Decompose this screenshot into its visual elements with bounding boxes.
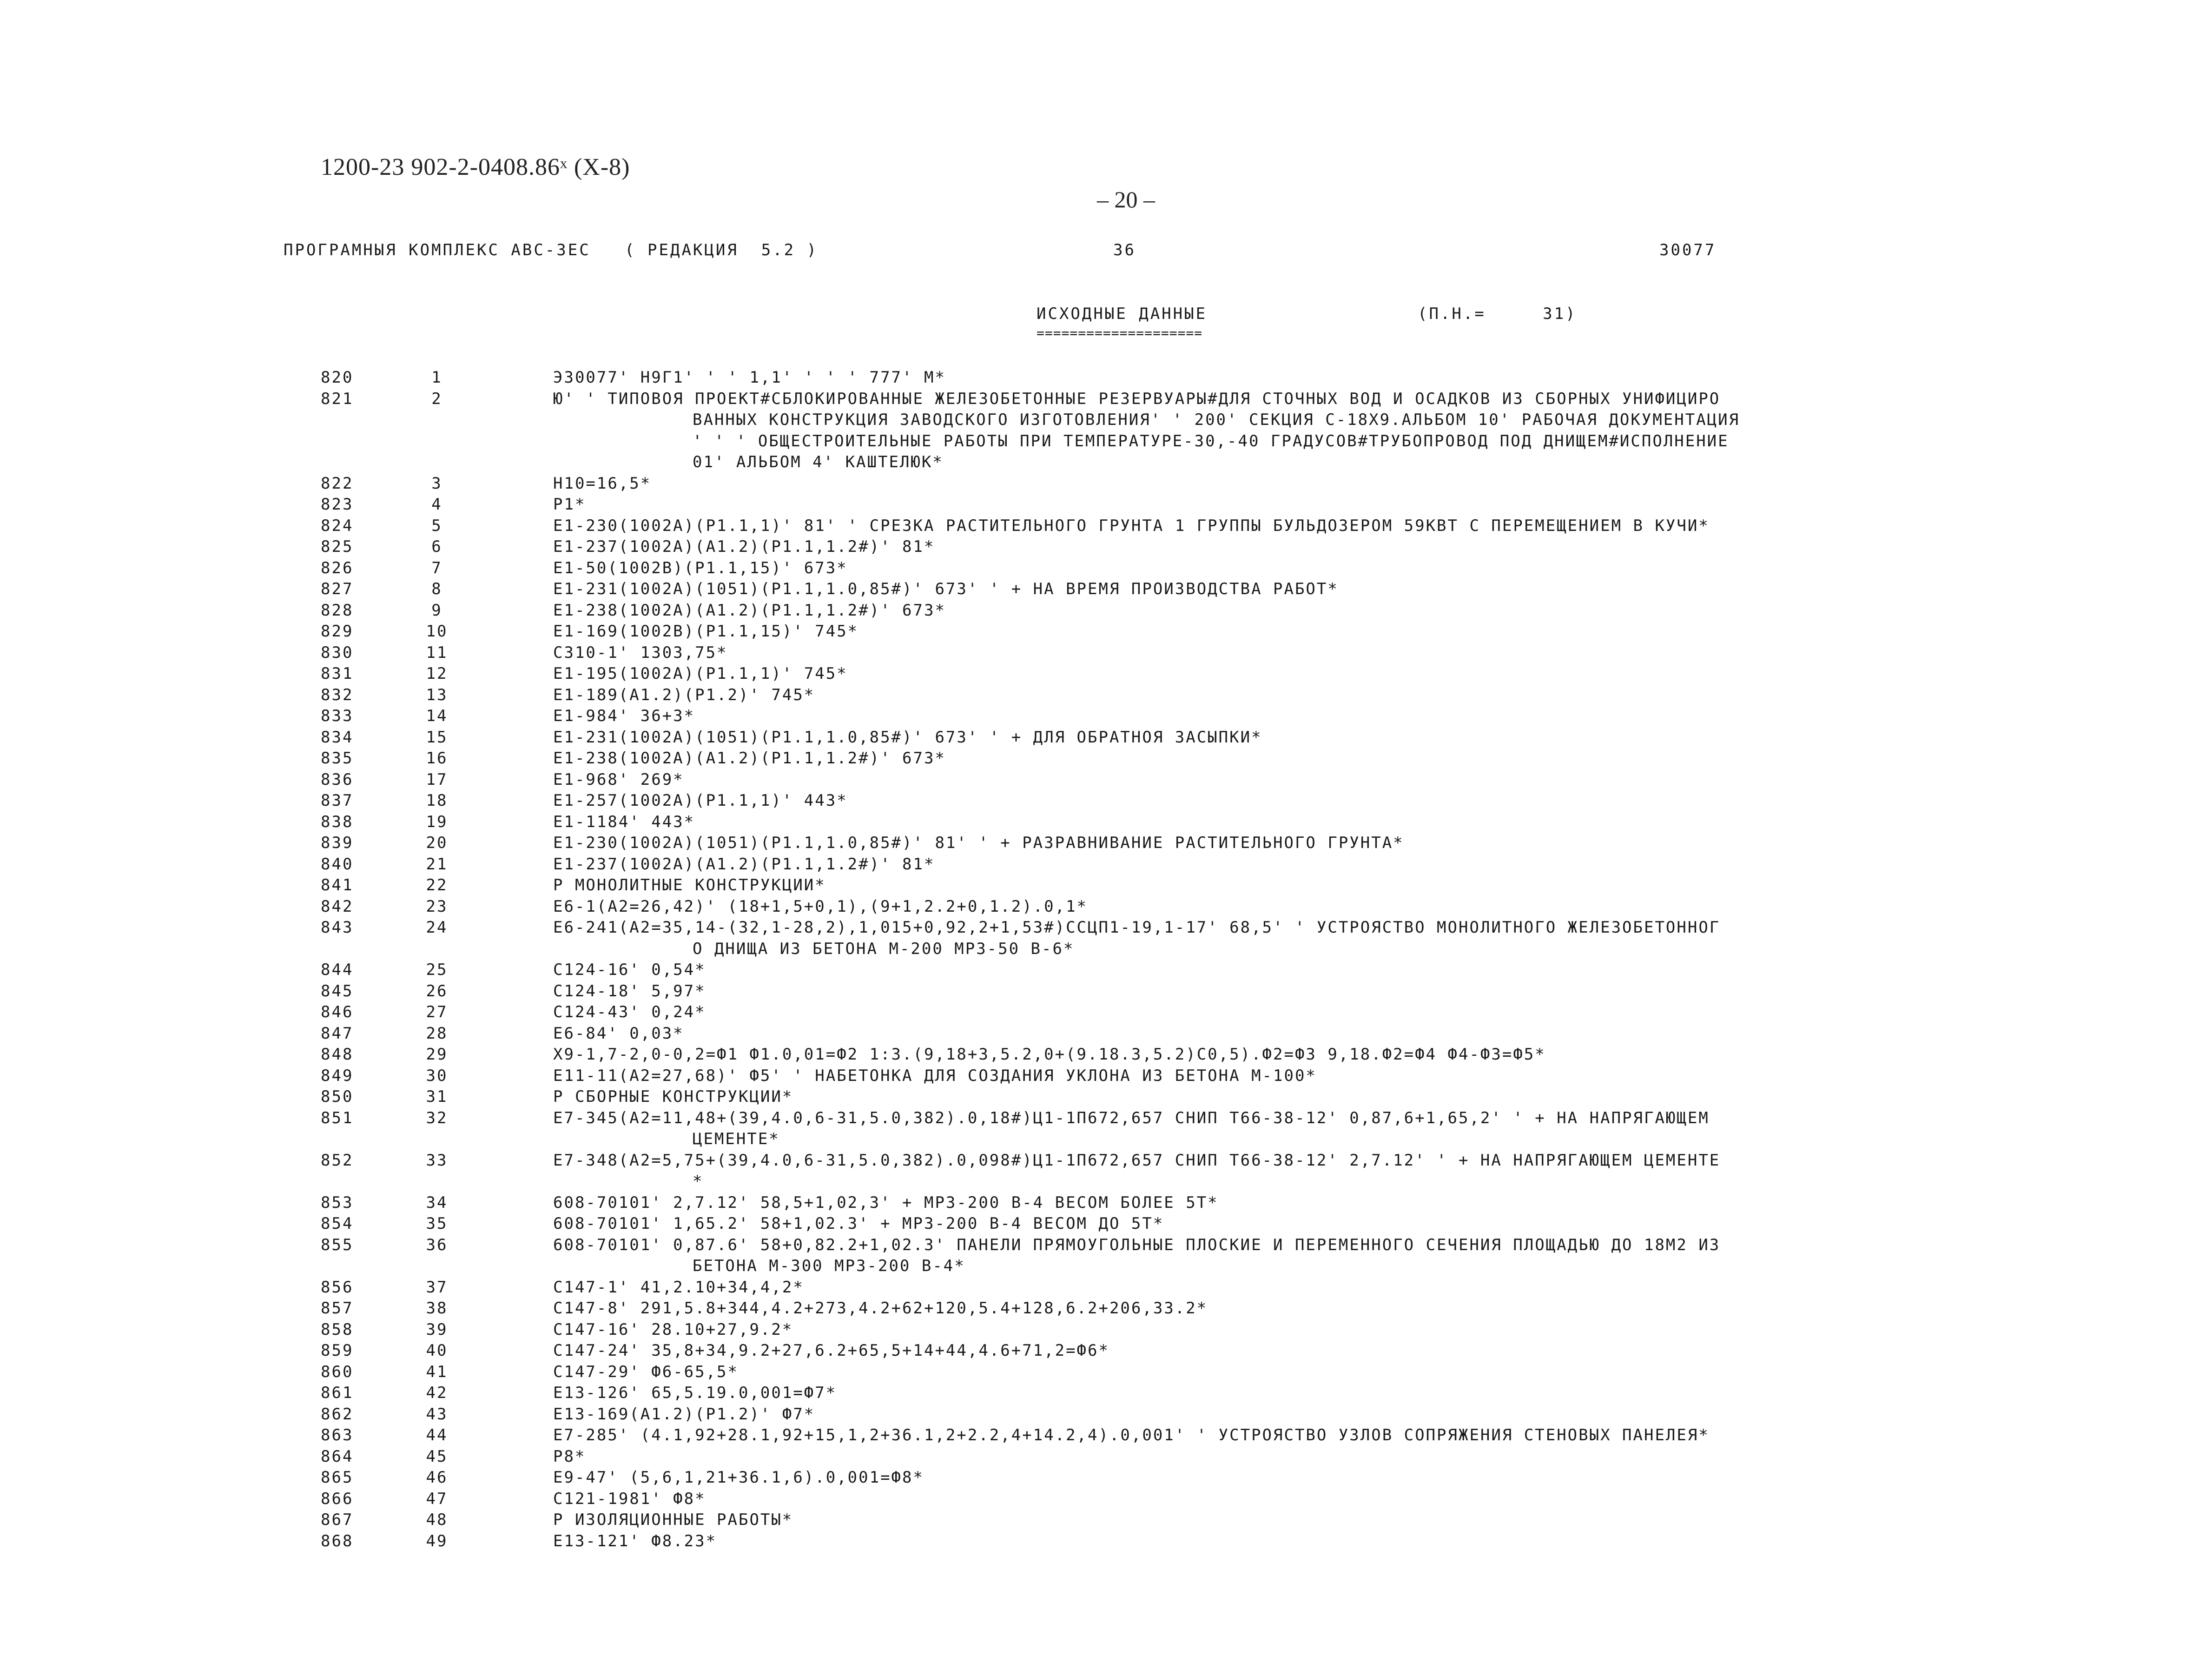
object-number: 30077 [1659, 241, 1717, 259]
line-number: 11 [426, 643, 448, 662]
line-number: 46 [426, 1468, 448, 1487]
listing-row [0, 1531, 2212, 1552]
record-number: 851 [321, 1108, 354, 1127]
record-text [553, 1108, 1924, 1150]
line-number: 32 [426, 1108, 448, 1127]
record-line: С124-18' 5,97* [553, 981, 706, 1000]
record-number: 846 [321, 1003, 354, 1021]
record-number: 845 [321, 981, 354, 1000]
record-number: 864 [321, 1447, 354, 1466]
record-line: Е1-968' 269* [553, 770, 684, 789]
listing-row [0, 1213, 2212, 1235]
record-text [553, 494, 1924, 516]
line-number: 44 [426, 1426, 448, 1444]
record-text [553, 1446, 1924, 1468]
record-line: С147-16' 28.10+27,9.2* [553, 1320, 793, 1339]
listing-row [0, 1319, 2212, 1341]
record-text [553, 516, 1924, 537]
listing-row [0, 1446, 2212, 1468]
record-text [553, 558, 1924, 579]
listing-row [0, 1023, 2212, 1045]
listing-row [0, 473, 2212, 495]
record-number: 825 [321, 537, 354, 556]
record-line: Е7-285' (4.1,92+28.1,92+15,1,2+36.1,2+2.2,4+14.2,4).0,001' ' УСТРОЯСТВО УЗЛОВ СОПРЯЖЕНИЯ СТЕНОВЫХ ПАНЕЛЕЯ* [553, 1426, 1710, 1444]
record-line: С124-16' 0,54* [553, 961, 706, 979]
record-number: 858 [321, 1320, 354, 1339]
record-text [553, 960, 1924, 981]
line-number: 31 [426, 1087, 448, 1106]
record-line: Р МОНОЛИТНЫЕ КОНСТРУКЦИИ* [553, 876, 826, 894]
data-listing [0, 367, 2212, 1552]
record-text [553, 389, 1924, 473]
record-text [553, 643, 1924, 664]
record-line: Е11-11(А2=27,68)' Ф5' ' НАБЕТОНКА ДЛЯ СОЗДАНИЯ УКЛОНА ИЗ БЕТОНА М-100* [553, 1066, 1317, 1085]
line-number: 14 [426, 707, 448, 725]
listing-row [0, 706, 2212, 727]
record-line: Е1-195(1002А)(Р1.1,1)' 745* [553, 664, 848, 683]
line-number: 5 [431, 516, 442, 535]
record-continuation-line: ВАННЫХ КОНСТРУКЦИЯ ЗАВОДСКОГО ИЗГОТОВЛЕНИЯ' ' 200' СЕКЦИЯ С-18Х9.АЛЬБОМ 10' РАБОЧАЯ ДОКУМЕНТАЦИЯ [693, 411, 1740, 429]
record-line: Е1-169(1002В)(Р1.1,15)' 745* [553, 622, 859, 641]
record-text [553, 790, 1924, 812]
listing-row [0, 1340, 2212, 1362]
record-text [553, 600, 1924, 622]
record-text [553, 1467, 1924, 1489]
record-number: 843 [321, 918, 354, 937]
record-number: 850 [321, 1087, 354, 1106]
listing-row [0, 981, 2212, 1002]
record-number: 842 [321, 897, 354, 916]
record-text [553, 875, 1924, 896]
record-number: 830 [321, 643, 354, 662]
record-line: Е1-50(1002В)(Р1.1,15)' 673* [553, 558, 848, 577]
record-text [553, 579, 1924, 600]
record-number: 822 [321, 474, 354, 493]
listing-row [0, 1086, 2212, 1108]
record-number: 831 [321, 664, 354, 683]
record-number: 865 [321, 1468, 354, 1487]
listing-row [0, 896, 2212, 918]
listing-row [0, 537, 2212, 558]
line-number: 36 [426, 1235, 448, 1254]
line-number: 22 [426, 876, 448, 894]
record-number: 836 [321, 770, 354, 789]
record-continuation-line: ' ' ' ОБЩЕСТРОИТЕЛЬНЫЕ РАБОТЫ ПРИ ТЕМПЕРАТУРЕ-30,-40 ГРАДУСОВ#ТРУБОПРОВОД ПОД ДНИЩЕМ#ИСПОЛНЕНИЕ [693, 431, 1729, 450]
record-text [553, 1086, 1924, 1108]
line-number: 42 [426, 1384, 448, 1402]
listing-row [0, 917, 2212, 960]
record-text [553, 917, 1924, 960]
record-line: Р СБОРНЫЕ КОНСТРУКЦИИ* [553, 1087, 793, 1106]
record-number: 820 [321, 368, 354, 387]
record-text [553, 896, 1924, 918]
record-text [553, 748, 1924, 769]
record-text [553, 1150, 1924, 1192]
listing-row [0, 748, 2212, 769]
record-line: Е1-237(1002А)(А1.2)(Р1.1,1.2#)' 81* [553, 855, 935, 874]
record-line: Е1-984' 36+3* [553, 707, 695, 725]
listing-row [0, 1066, 2212, 1087]
record-line: Е7-345(А2=11,48+(39,4.0,6-31,5.0,382).0,18#)Ц1-1П672,657 СНИП Т66-38-12' 0,87,6+1,65,2' ' + НА НАПРЯГАЮЩЕМ [553, 1108, 1710, 1127]
record-number: 854 [321, 1214, 354, 1233]
record-number: 855 [321, 1235, 354, 1254]
record-line: Е1-231(1002А)(1051)(Р1.1,1.0,85#)' 673' ' + НА ВРЕМЯ ПРОИЗВОДСТВА РАБОТ* [553, 580, 1339, 598]
run-number: 36 [1113, 241, 1136, 259]
record-text [553, 1489, 1924, 1510]
listing-row [0, 1192, 2212, 1214]
record-line: Е6-1(А2=26,42)' (18+1,5+0,1),(9+1,2.2+0,1.2).0,1* [553, 897, 1088, 916]
record-line: Н10=16,5* [553, 474, 652, 493]
line-number: 12 [426, 664, 448, 683]
record-number: 823 [321, 495, 354, 514]
page-number: – 20 – [1097, 186, 1155, 212]
line-number: 43 [426, 1404, 448, 1424]
line-number: 38 [426, 1299, 448, 1318]
line-number: 9 [431, 601, 442, 620]
document-code: 1200-23 902-2-0408.86ˣ (X-8) [321, 154, 630, 180]
record-text [553, 1002, 1924, 1023]
line-number: 13 [426, 685, 448, 704]
line-number: 47 [426, 1489, 448, 1508]
record-number: 866 [321, 1489, 354, 1508]
record-text [553, 981, 1924, 1002]
record-line: Е1-230(1002А)(1051)(Р1.1,1.0,85#)' 81' ' + РАЗРАВНИВАНИЕ РАСТИТЕЛЬНОГО ГРУНТА* [553, 834, 1404, 852]
line-number: 33 [426, 1151, 448, 1170]
line-number: 15 [426, 728, 448, 747]
line-number: 34 [426, 1193, 448, 1212]
line-number: 29 [426, 1045, 448, 1064]
line-number: 3 [431, 474, 442, 493]
record-line: С147-24' 35,8+34,9.2+27,6.2+65,5+14+44,4.6+71,2=Ф6* [553, 1341, 1109, 1360]
record-number: 867 [321, 1510, 354, 1529]
record-number: 835 [321, 749, 354, 768]
record-number: 847 [321, 1024, 354, 1043]
record-line: Е1-238(1002А)(А1.2)(Р1.1,1.2#)' 673* [553, 601, 946, 620]
record-number: 829 [321, 622, 354, 641]
record-number: 849 [321, 1066, 354, 1085]
line-number: 18 [426, 791, 448, 810]
listing-row [0, 875, 2212, 896]
line-number: 40 [426, 1341, 448, 1360]
record-number: 832 [321, 685, 354, 704]
record-number: 868 [321, 1531, 354, 1550]
line-number: 25 [426, 961, 448, 979]
listing-row [0, 854, 2212, 875]
record-text [553, 769, 1924, 791]
record-number: 821 [321, 389, 354, 408]
line-number: 26 [426, 981, 448, 1000]
listing-row [0, 1108, 2212, 1150]
line-number: 35 [426, 1214, 448, 1233]
line-number: 2 [431, 389, 442, 408]
listing-row [0, 1044, 2212, 1066]
listing-row [0, 367, 2212, 389]
record-line: Е13-126' 65,5.19.0,001=Ф7* [553, 1384, 837, 1402]
listing-row [0, 516, 2212, 537]
record-line: Э30077' Н9Г1' ' ' 1,1' ' ' ' 777' М* [553, 368, 946, 387]
record-text [553, 833, 1924, 854]
record-number: 860 [321, 1362, 354, 1381]
record-line: Е9-47' (5,6,1,21+36.1,6).0,001=Ф8* [553, 1468, 924, 1487]
line-number: 45 [426, 1447, 448, 1466]
record-line: С147-29' Ф6-65,5* [553, 1362, 739, 1381]
record-line: С124-43' 0,24* [553, 1003, 706, 1021]
record-line: С121-1981' Ф8* [553, 1489, 706, 1508]
listing-row [0, 727, 2212, 749]
record-line: Х9-1,7-2,0-0,2=Ф1 Ф1.0,01=Ф2 1:3.(9,18+3,5.2,0+(9.18.3,5.2)С0,5).Ф2=Ф3 9,18.Ф2=Ф4 Ф4-Ф3=Ф5* [553, 1045, 1546, 1064]
listing-row [0, 558, 2212, 579]
record-number: 856 [321, 1278, 354, 1297]
record-line: Е13-169(А1.2)(Р1.2)' Ф7* [553, 1404, 815, 1424]
listing-row [0, 389, 2212, 473]
record-text [553, 1277, 1924, 1298]
listing-row [0, 579, 2212, 600]
line-number: 19 [426, 812, 448, 831]
record-text [553, 537, 1924, 558]
record-text [553, 1340, 1924, 1362]
record-line: С147-8' 291,5.8+344,4.2+273,4.2+62+120,5.4+128,6.2+206,33.2* [553, 1299, 1208, 1318]
line-number: 27 [426, 1003, 448, 1021]
record-text [553, 367, 1924, 389]
line-number: 1 [431, 368, 442, 387]
listing-row [0, 1383, 2212, 1404]
listing-row [0, 790, 2212, 812]
record-line: Е1-189(А1.2)(Р1.2)' 745* [553, 685, 815, 704]
record-text [553, 1531, 1924, 1552]
record-text [553, 685, 1924, 706]
record-continuation-line: БЕТОНА М-300 МРЗ-200 В-4* [693, 1257, 965, 1275]
listing-row [0, 960, 2212, 981]
record-text [553, 706, 1924, 727]
record-line: 608-70101' 0,87.6' 58+0,82.2+1,02.3' ПАНЕЛИ ПРЯМОУГОЛЬНЫЕ ПЛОСКИЕ И ПЕРЕМЕННОГО СЕЧЕНИЯ ПЛОЩАДЬЮ ДО 18М2 ИЗ [553, 1235, 1721, 1254]
listing-row [0, 1510, 2212, 1531]
line-number: 6 [431, 537, 442, 556]
record-text [553, 621, 1924, 643]
listing-row [0, 1489, 2212, 1510]
record-number: 857 [321, 1299, 354, 1318]
record-line: Е1-238(1002А)(А1.2)(Р1.1,1.2#)' 673* [553, 749, 946, 768]
listing-row [0, 685, 2212, 706]
record-number: 824 [321, 516, 354, 535]
listing-row [0, 1404, 2212, 1425]
record-number: 844 [321, 961, 354, 979]
line-number: 37 [426, 1278, 448, 1297]
record-line: Ю' ' ТИПОВОЯ ПРОЕКТ#СБЛОКИРОВАННЫЕ ЖЕЛЕЗОБЕТОННЫЕ РЕЗЕРВУАРЫ#ДЛЯ СТОЧНЫХ ВОД И ОСАДКОВ ИЗ СБОРНЫХ УНИФИЦИРО [553, 389, 1721, 408]
program-name: ПРОГРАМНЫЯ КОМПЛЕКС АВС-ЗЕС ( РЕДАКЦИЯ 5.2 ) [284, 241, 819, 259]
line-number: 30 [426, 1066, 448, 1085]
record-number: 852 [321, 1151, 354, 1170]
line-number: 49 [426, 1531, 448, 1550]
listing-row [0, 1467, 2212, 1489]
record-line: 608-70101' 2,7.12' 58,5+1,02,3' + МРЗ-200 В-4 ВЕСОМ БОЛЕЕ 5Т* [553, 1193, 1219, 1212]
record-number: 848 [321, 1045, 354, 1064]
record-line: Е6-84' 0,03* [553, 1024, 684, 1043]
record-text [553, 1298, 1924, 1319]
record-text [553, 1213, 1924, 1235]
record-text [553, 727, 1924, 749]
listing-row [0, 1362, 2212, 1383]
record-line: Е6-241(А2=35,14-(32,1-28,2),1,015+0,92,2+1,53#)ССЦП1-19,1-17' 68,5' ' УСТРОЯСТВО МОНОЛИТНОГО ЖЕЛЕЗОБЕТОННОГ [553, 918, 1721, 937]
record-text [553, 473, 1924, 495]
record-line: 608-70101' 1,65.2' 58+1,02.3' + МРЗ-200 В-4 ВЕСОМ ДО 5Т* [553, 1214, 1164, 1233]
listing-row [0, 833, 2212, 854]
line-number: 48 [426, 1510, 448, 1529]
record-continuation-line: О ДНИЩА ИЗ БЕТОНА М-200 МРЗ-50 В-6* [693, 939, 1075, 958]
listing-row [0, 1277, 2212, 1298]
listing-row [0, 600, 2212, 622]
record-continuation-line: ЦЕМЕНТЕ* [693, 1130, 780, 1148]
record-line: С147-1' 41,2.10+34,4,2* [553, 1278, 804, 1297]
record-line: Е7-348(А2=5,75+(39,4.0,6-31,5.0,382).0,098#)Ц1-1П672,657 СНИП Т66-38-12' 2,7.12' ' + НА НАПРЯГАЮЩЕМ ЦЕМЕНТЕ [553, 1151, 1721, 1170]
record-text [553, 812, 1924, 833]
pn-label: (П.Н.= 31) [1418, 305, 1577, 323]
record-number: 859 [321, 1341, 354, 1360]
line-number: 7 [431, 558, 442, 577]
listing-row [0, 1298, 2212, 1319]
record-number: 826 [321, 558, 354, 577]
record-text [553, 1023, 1924, 1045]
record-line: Р1* [553, 495, 586, 514]
line-number: 10 [426, 622, 448, 641]
record-number: 839 [321, 834, 354, 852]
record-text [553, 1404, 1924, 1425]
record-line: Е1-1184' 443* [553, 812, 695, 831]
line-number: 23 [426, 897, 448, 916]
record-line: Е1-257(1002А)(Р1.1,1)' 443* [553, 791, 848, 810]
record-text [553, 663, 1924, 685]
record-text [553, 1510, 1924, 1531]
line-number: 28 [426, 1024, 448, 1043]
record-line: Р8* [553, 1447, 586, 1466]
section-title-underline: ==================== [1037, 325, 1203, 341]
record-number: 862 [321, 1404, 354, 1424]
line-number: 16 [426, 749, 448, 768]
listing-row [0, 1150, 2212, 1192]
listing-row [0, 1425, 2212, 1446]
record-text [553, 1044, 1924, 1066]
record-line: Е13-121' Ф8.23* [553, 1531, 717, 1550]
line-number: 8 [431, 580, 442, 598]
record-text [553, 1319, 1924, 1341]
record-text [553, 1066, 1924, 1087]
listing-row [0, 812, 2212, 833]
listing-row [0, 621, 2212, 643]
listing-row [0, 494, 2212, 516]
record-number: 840 [321, 855, 354, 874]
line-number: 41 [426, 1362, 448, 1381]
record-continuation-line: 01' АЛЬБОМ 4' КАШТЕЛЮК* [693, 453, 944, 471]
record-line: Е1-231(1002А)(1051)(Р1.1,1.0,85#)' 673' ' + ДЛЯ ОБРАТНОЯ ЗАСЫПКИ* [553, 728, 1262, 747]
record-number: 863 [321, 1426, 354, 1444]
record-number: 853 [321, 1193, 354, 1212]
record-text [553, 854, 1924, 875]
listing-row [0, 663, 2212, 685]
listing-row [0, 643, 2212, 664]
record-line: Р ИЗОЛЯЦИОННЫЕ РАБОТЫ* [553, 1510, 793, 1529]
listing-row [0, 1235, 2212, 1277]
record-number: 833 [321, 707, 354, 725]
line-number: 4 [431, 495, 442, 514]
line-number: 24 [426, 918, 448, 937]
record-text [553, 1362, 1924, 1383]
listing-row [0, 1002, 2212, 1023]
line-number: 21 [426, 855, 448, 874]
record-line: Е1-230(1002А)(Р1.1,1)' 81' ' СРЕЗКА РАСТИТЕЛЬНОГО ГРУНТА 1 ГРУППЫ БУЛЬДОЗЕРОМ 59КВТ С ПЕРЕМЕЩЕНИЕМ В КУЧИ* [553, 516, 1710, 535]
record-text [553, 1235, 1924, 1277]
record-number: 841 [321, 876, 354, 894]
line-number: 20 [426, 834, 448, 852]
record-number: 861 [321, 1384, 354, 1402]
record-number: 827 [321, 580, 354, 598]
section-title: ИСХОДНЫЕ ДАННЫЕ [1037, 305, 1208, 323]
record-text [553, 1192, 1924, 1214]
record-number: 837 [321, 791, 354, 810]
record-number: 838 [321, 812, 354, 831]
line-number: 17 [426, 770, 448, 789]
listing-row [0, 769, 2212, 791]
record-continuation-line: * [693, 1172, 704, 1191]
record-number: 834 [321, 728, 354, 747]
record-text [553, 1383, 1924, 1404]
line-number: 39 [426, 1320, 448, 1339]
record-line: С310-1' 1303,75* [553, 643, 728, 662]
record-text [553, 1425, 1924, 1446]
record-number: 828 [321, 601, 354, 620]
record-line: Е1-237(1002А)(А1.2)(Р1.1,1.2#)' 81* [553, 537, 935, 556]
